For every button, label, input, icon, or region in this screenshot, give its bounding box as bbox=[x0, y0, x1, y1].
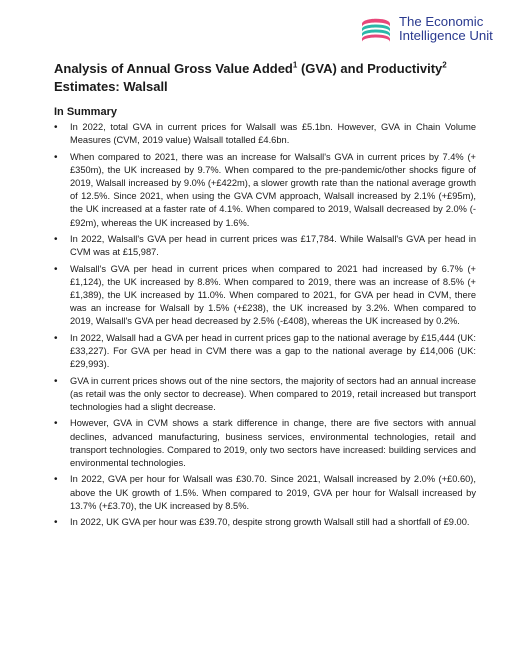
summary-list bbox=[54, 121, 476, 533]
summary-item: • In 2022, UK GVA per hour was £39.70, despite strong growth Walsall still had a shortfall of £9.00. bbox=[54, 516, 476, 529]
document-title bbox=[54, 60, 474, 96]
footnote-ref-2: 2 bbox=[442, 60, 447, 70]
title-part-2: (GVA) and Productivity bbox=[297, 61, 443, 76]
summary-item: • Walsall's GVA per head in current prices when compared to 2021 had increased by 6.7% (+£1,124), the UK increased by 8.8%. When compared to 2019, there was an increase of 8.5% (+£1,389), the UK increased by 11.0%. When compared to 2021, for GVA per head in CVM, there was an increase for Walsall by 1.5% (+£238), the UK increased by 3.2%. When compared to 2019, Walsall's GVA per head decreased by 2.5% (-£408), whereas the UK increased by 0.2%. bbox=[54, 263, 476, 329]
section-heading: In Summary bbox=[54, 106, 117, 118]
logo-text bbox=[399, 15, 493, 43]
summary-item: • GVA in current prices shows out of the nine sectors, the majority of sectors had an annual increase (as retail was the only sector to decrease). When compared to 2019, retail increased but transport technologies had a slight decrease. bbox=[54, 375, 476, 415]
eiu-logo bbox=[358, 10, 518, 50]
logo-line-1: The Economic bbox=[399, 14, 484, 29]
summary-item: • When compared to 2021, there was an increase for Walsall's GVA in current prices by 7.4% (+£350m), the UK increased by 9.7%. When compared to the pre-pandemic/other shocks figure of 2019, Walsall increased by 9.0% (+£422m), a slower growth rate than the national average growth of 12.5%. Since 2021, when using the GVA CVM approach, Walsall increased by 2.1% (+£95m), the UK increased at a faster rate of 4.1%. When compared to 2019, Walsall decreased by 2.0% (-£92m), whereas the UK increased by 1.6%. bbox=[54, 151, 476, 230]
summary-item: • In 2022, total GVA in current prices for Walsall was £5.1bn. However, GVA in Chain Volume Measures (CVM, 2019 value) Walsall totalled £4.6bn. bbox=[54, 121, 476, 147]
title-line-2: Estimates: Walsall bbox=[54, 79, 168, 94]
footnote-ref-1: 1 bbox=[292, 60, 298, 70]
summary-item: • In 2022, Walsall's GVA per head in current prices was £17,784. While Walsall's GVA per head in CVM was at £15,987. bbox=[54, 233, 476, 259]
summary-item: • In 2022, Walsall had a GVA per head in current prices gap to the national average by £15,444 (UK: £33,227). For GVA per head in CVM there was a gap to the national average by £14,006 (UK: £29,993). bbox=[54, 332, 476, 372]
title-part-1: Analysis of Annual Gross Value Added bbox=[54, 61, 293, 76]
summary-item: • In 2022, GVA per hour for Walsall was £30.70. Since 2021, Walsall increased by 2.0% (+£0.60), above the UK growth of 1.5%. When compared to 2019, GVA per hour for Walsall increased by 13.7% (+£3.70), the UK increased by 8.5%. bbox=[54, 473, 476, 513]
logo-mark-icon bbox=[358, 12, 394, 48]
logo-line-2: Intelligence Unit bbox=[399, 28, 493, 43]
summary-item: • However, GVA in CVM shows a stark difference in change, there are five sectors with annual declines, advanced manufacturing, business services, environmental technologies, retail and transport technologies. Compared to 2019, only two sectors have increased: building services and environmental technologies. bbox=[54, 417, 476, 470]
